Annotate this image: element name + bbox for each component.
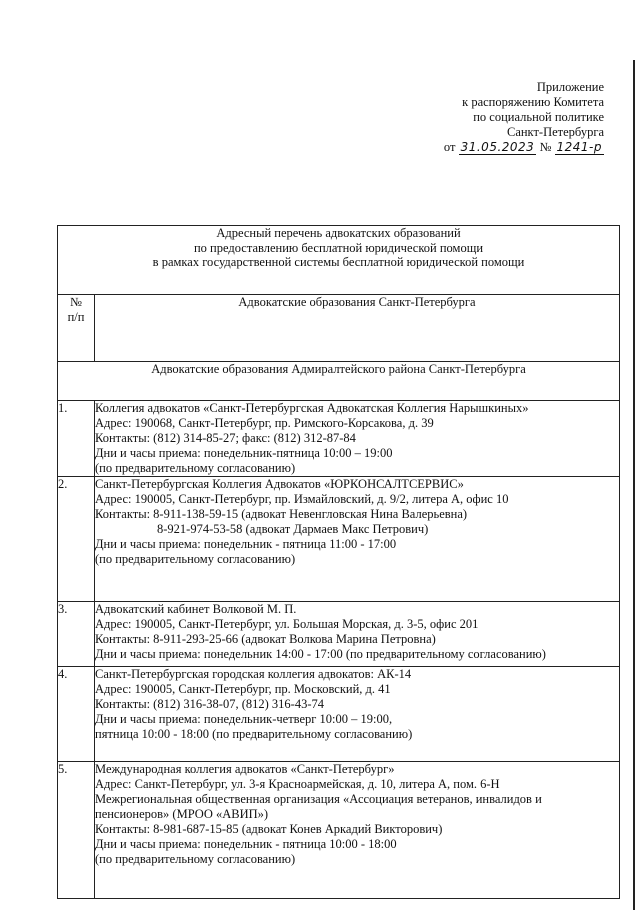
table-row — [58, 602, 620, 667]
page-edge-line — [633, 60, 635, 910]
row-number: 2. — [58, 477, 95, 602]
entry-line: Контакты: 8-911-293-25-66 (адвокат Волкова Марина Петровна) — [95, 632, 436, 646]
table-title-line: по предоставлению бесплатной юридической помощи — [193, 240, 484, 255]
row-number: 5. — [58, 762, 95, 899]
handwritten-date: 31.05.2023 — [460, 140, 535, 154]
appendix-date-line — [444, 140, 604, 155]
entry-line: 8-921-974-53-58 (адвокат Дармаев Макс Петрович) — [157, 522, 429, 536]
entry-line: Дни и часы приема: понедельник-четверг 10:00 – 19:00, — [95, 712, 393, 726]
entry-line: пенсионеров» (МРОО «АВИП») — [95, 807, 269, 821]
table-row — [58, 667, 620, 762]
entry-line: Контакты: 8-911-138-59-15 (адвокат Невенгловская Нина Валерьевна) — [95, 507, 468, 521]
entry-line: Санкт-Петербургская городская коллегия адвокатов: АК-14 — [95, 667, 412, 681]
entry-line: Контакты: (812) 314-85-27; факс: (812) 312-87-84 — [95, 431, 356, 445]
row-entry — [95, 762, 620, 899]
entry-line: Межрегиональная общественная организация «Ассоциация ветеранов, инвалидов и — [95, 792, 542, 806]
date-prefix: от — [443, 140, 456, 154]
entry-line: Дни и часы приема: понедельник-пятница 10:00 – 19:00 — [95, 446, 393, 460]
appendix-line: к распоряжению Комитета — [462, 95, 604, 109]
entry-line: Дни и часы приема: понедельник - пятница 11:00 - 17:00 — [95, 537, 397, 551]
row-number: 1. — [58, 401, 95, 477]
column-header-number-line: п/п — [67, 310, 85, 324]
row-entry — [95, 667, 620, 762]
appendix-header — [444, 80, 604, 155]
entry-line: Адвокатский кабинет Волковой М. П. — [95, 602, 297, 616]
entry-line: Адрес: 190005, Санкт-Петербург, пр. Московский, д. 41 — [95, 682, 391, 696]
entry-line: Международная коллегия адвокатов «Санкт-Петербург» — [95, 762, 395, 776]
row-number: 3. — [58, 602, 95, 667]
entry-line: Адрес: 190068, Санкт-Петербург, пр. Римского-Корсакова, д. 39 — [95, 416, 434, 430]
row-number: 4. — [58, 667, 95, 762]
entry-line: Контакты: 8-981-687-15-85 (адвокат Конев Аркадий Викторович) — [95, 822, 443, 836]
appendix-line: Приложение — [536, 80, 604, 94]
entry-line: пятница 10:00 - 18:00 (по предварительному согласованию) — [95, 727, 413, 741]
table-row — [58, 477, 620, 602]
entry-line: Санкт-Петербургская Коллегия Адвокатов «ЮРКОНСАЛТСЕРВИС» — [95, 477, 464, 491]
district-header: Адвокатские образования Адмиралтейского района Санкт-Петербурга — [58, 362, 620, 401]
column-header-name: Адвокатские образования Санкт-Петербурга — [95, 295, 620, 362]
row-entry — [95, 401, 620, 477]
entry-line: Адрес: 190005, Санкт-Петербург, ул. Большая Морская, д. 3-5, офис 201 — [95, 617, 479, 631]
entry-line: Адрес: Санкт-Петербург, ул. 3-я Красноармейская, д. 10, литера А, пом. 6-Н — [95, 777, 500, 791]
entry-line: (по предварительному согласованию) — [95, 552, 296, 566]
column-header-number-line: № — [70, 295, 82, 309]
appendix-line: по социальной политике — [473, 110, 604, 124]
advocate-list-table — [57, 225, 620, 899]
entry-line: (по предварительному согласованию) — [95, 852, 296, 866]
entry-line: Дни и часы приема: понедельник - пятница 10:00 - 18:00 — [95, 837, 397, 851]
column-header-number — [58, 295, 95, 362]
table-title-line: Адресный перечень адвокатских образований — [216, 226, 461, 240]
entry-line: Коллегия адвокатов «Санкт-Петербургская Адвокатская Коллегия Нарышкиных» — [95, 401, 529, 415]
entry-line: (по предварительному согласованию) — [95, 461, 296, 475]
table-title — [58, 226, 620, 295]
row-entry — [95, 602, 620, 667]
number-prefix: № — [539, 140, 552, 154]
table-title-line: в рамках государственной системы бесплатной юридической помощи — [152, 255, 525, 269]
entry-line: Дни и часы приема: понедельник 14:00 - 17:00 (по предварительному согласованию) — [95, 647, 546, 661]
row-entry — [95, 477, 620, 602]
entry-line: Адрес: 190005, Санкт-Петербург, пр. Измайловский, д. 9/2, литера А, офис 10 — [95, 492, 509, 506]
appendix-line: Санкт-Петербурга — [506, 125, 604, 139]
table-row — [58, 401, 620, 477]
table-row — [58, 762, 620, 899]
entry-line: Контакты: (812) 316-38-07, (812) 316-43-74 — [95, 697, 324, 711]
handwritten-number: 1241-р — [556, 140, 602, 154]
